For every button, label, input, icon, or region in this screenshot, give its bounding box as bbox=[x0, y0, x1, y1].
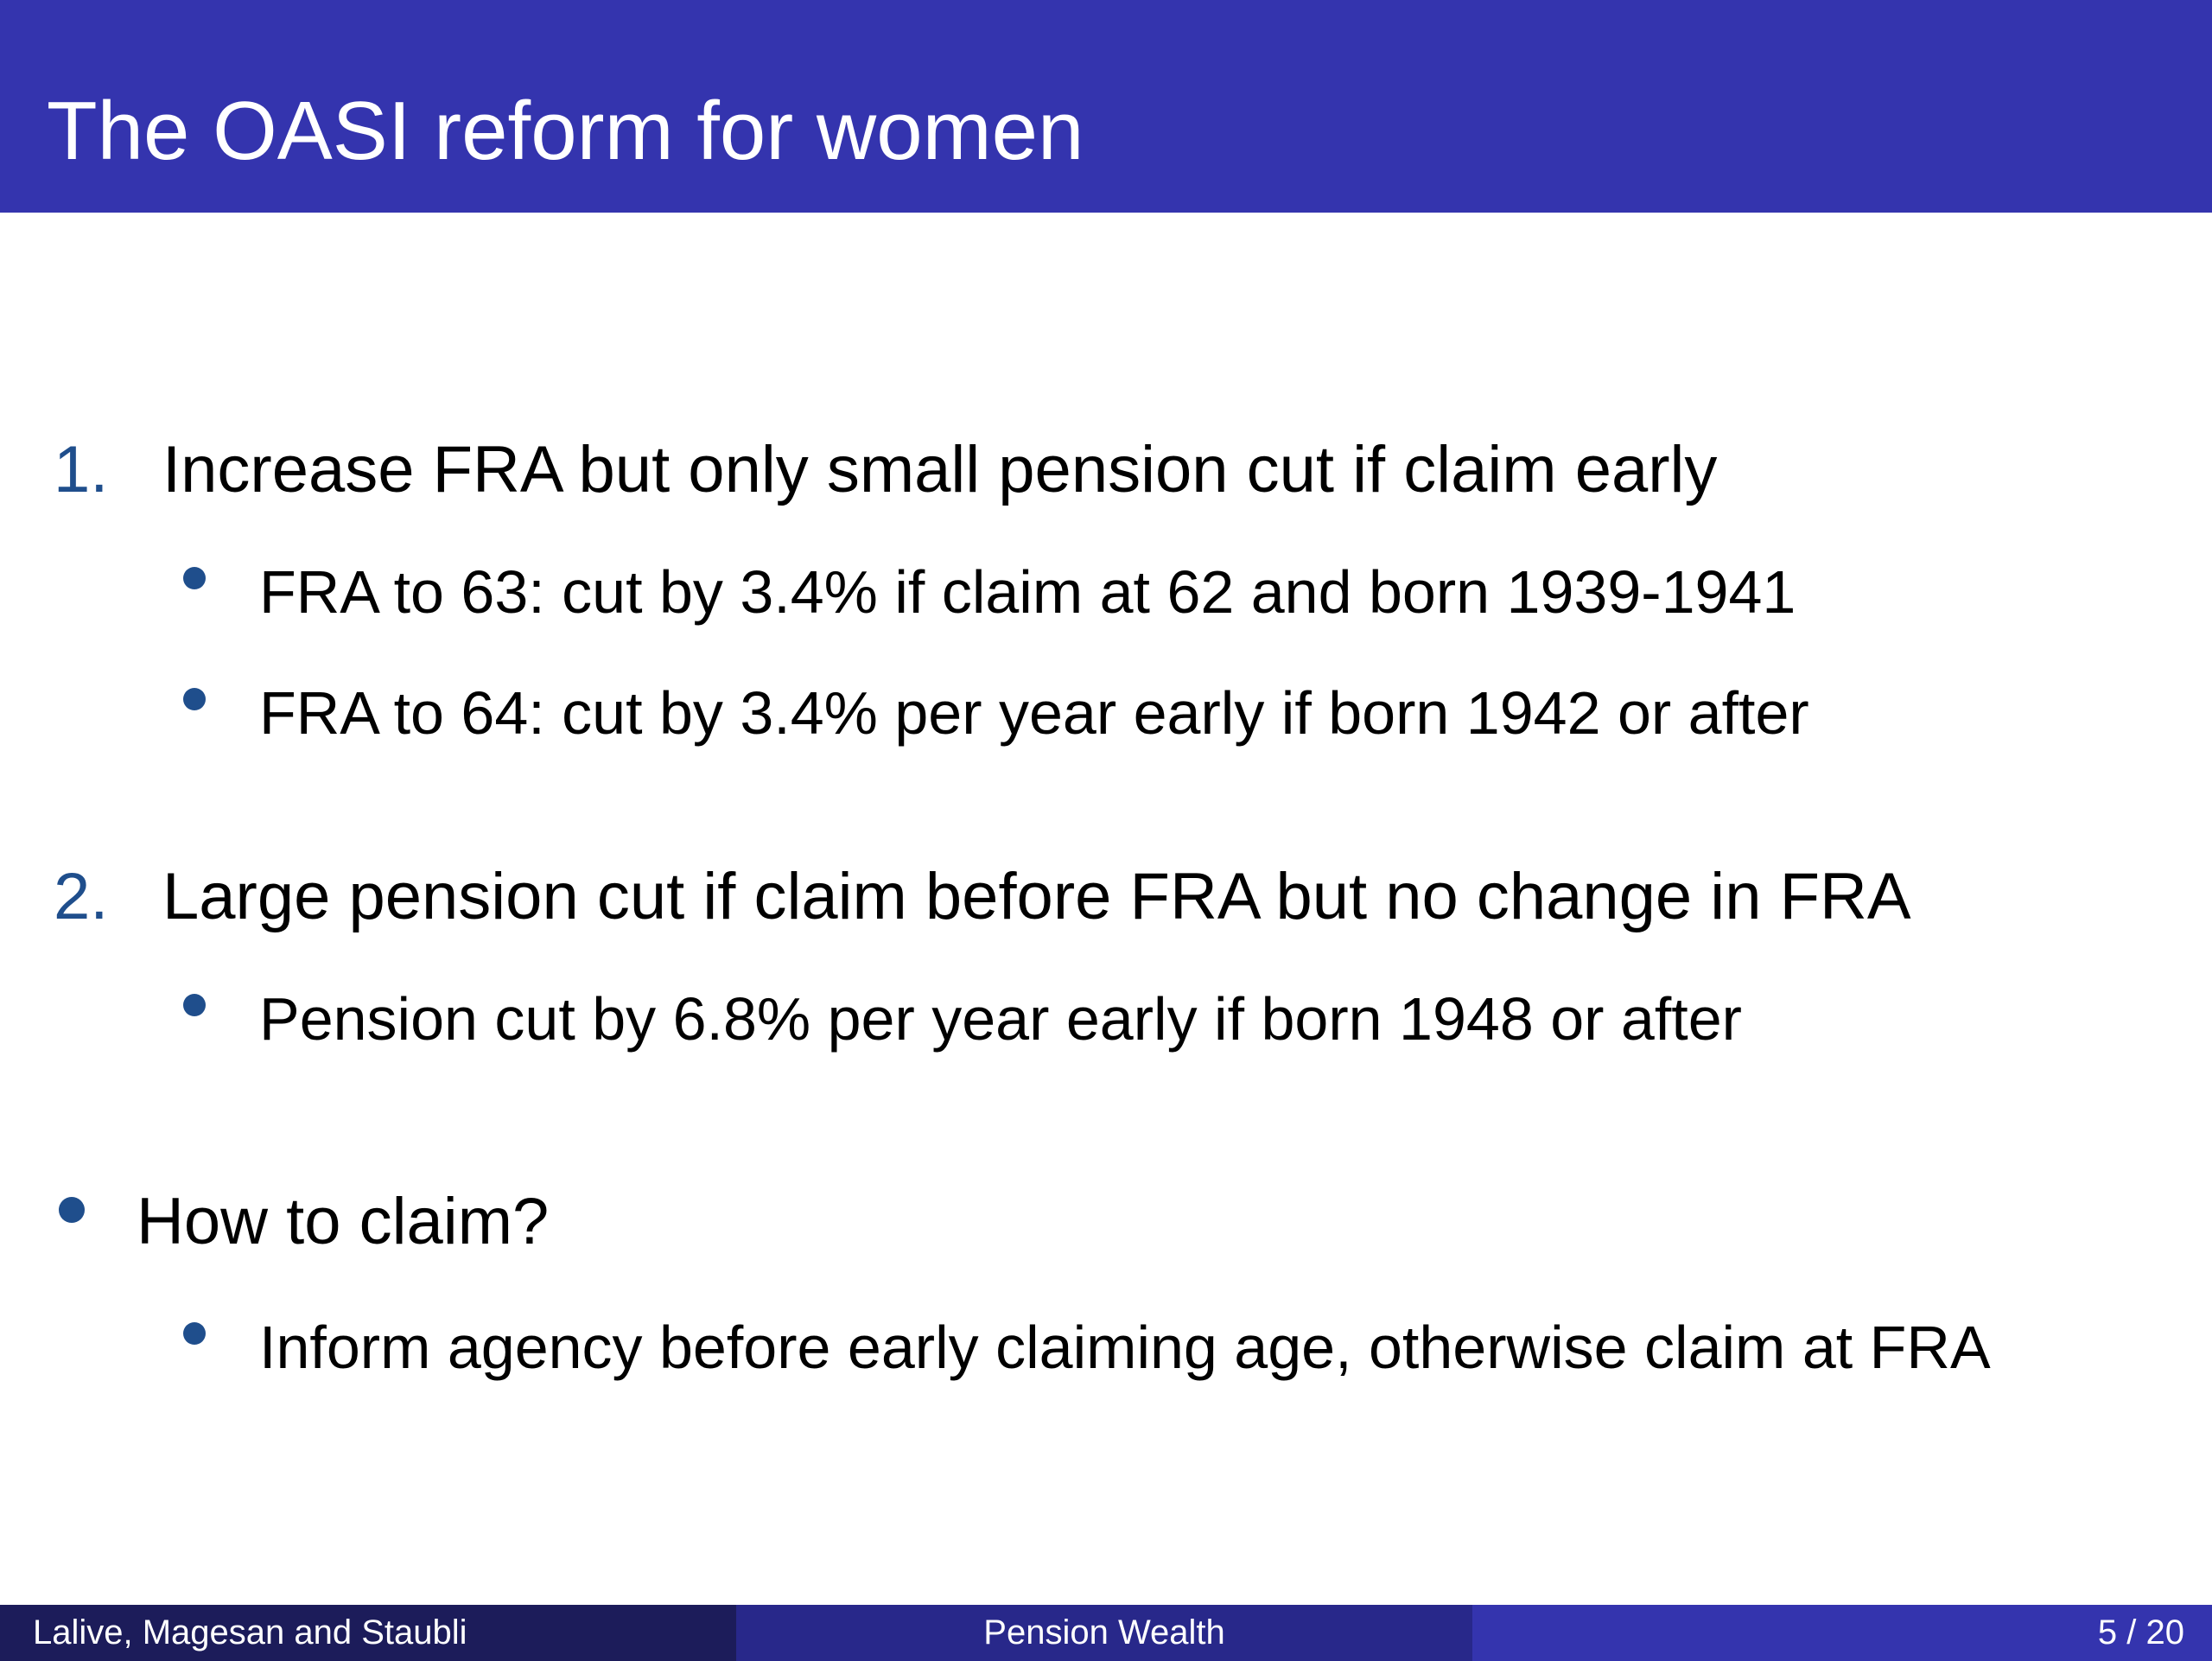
footer-short-title: Pension Wealth bbox=[736, 1605, 1472, 1661]
footer-authors: Lalive, Magesan and Staubli bbox=[0, 1605, 736, 1661]
subitem-text: Pension cut by 6.8% per year early if born 1948 or after bbox=[259, 985, 1742, 1053]
bullet-icon bbox=[59, 1197, 85, 1223]
bullet-icon bbox=[183, 567, 206, 589]
item-number: 1. bbox=[54, 433, 109, 506]
item-text: How to claim? bbox=[137, 1185, 550, 1258]
subitem-text: Inform agency before early claiming age, otherwise claim at FRA bbox=[259, 1314, 1991, 1381]
item-text: Increase FRA but only small pension cut if claim early bbox=[162, 433, 1718, 506]
footer bbox=[0, 1605, 2212, 1661]
slide-title: The OASI reform for women bbox=[47, 85, 1084, 177]
subitem-text: FRA to 63: cut by 3.4% if claim at 62 and born 1939-1941 bbox=[259, 558, 1796, 626]
bullet-icon bbox=[183, 994, 206, 1016]
bullet-icon bbox=[183, 688, 206, 710]
item-text: Large pension cut if claim before FRA but no change in FRA bbox=[162, 860, 1911, 933]
item-number: 2. bbox=[54, 860, 109, 933]
bullet-icon bbox=[183, 1322, 206, 1345]
footer-page-number: 5 / 20 bbox=[1472, 1605, 2212, 1661]
subitem-text: FRA to 64: cut by 3.4% per year early if born 1942 or after bbox=[259, 679, 1809, 747]
